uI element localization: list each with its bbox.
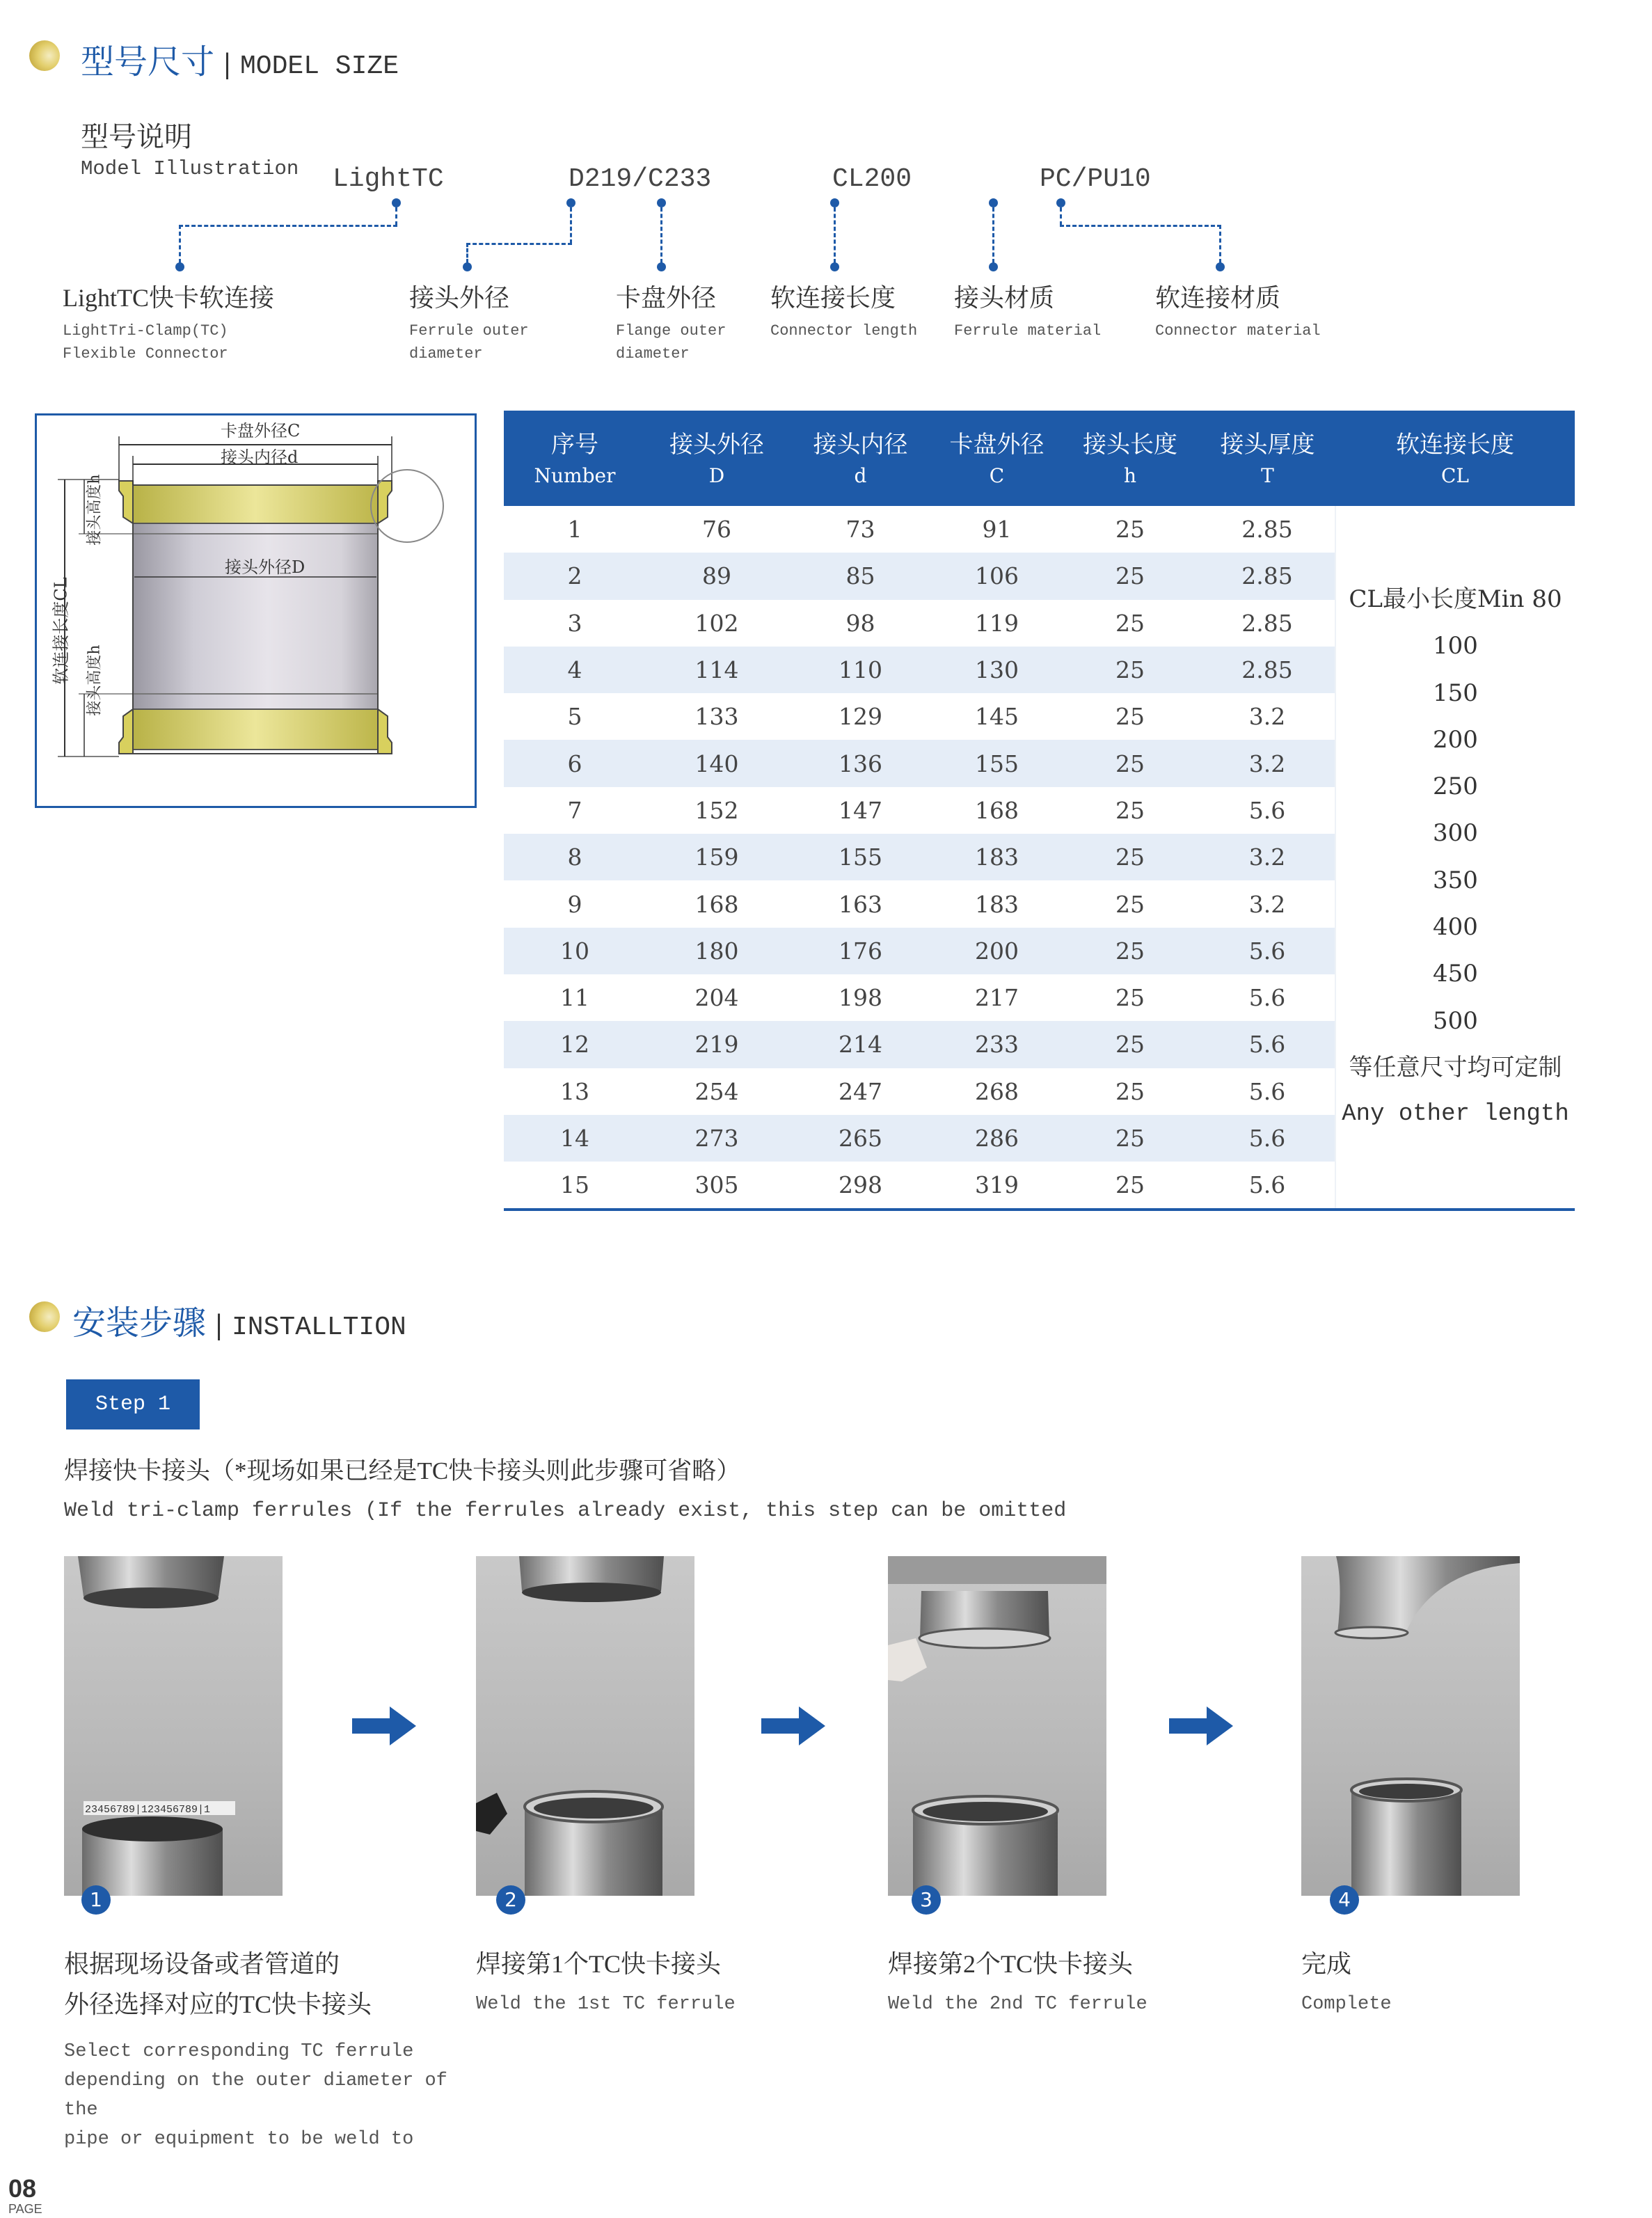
- table-cell: 204: [694, 984, 739, 1012]
- table-cell: 25: [1115, 609, 1145, 637]
- table-cell: 168: [975, 796, 1019, 824]
- table-cell: 25: [1061, 1115, 1200, 1162]
- step-desc-cn: 完成: [1301, 1950, 1352, 1978]
- caption-en: Flange outer: [616, 322, 726, 340]
- spec-table-wrapper: [504, 411, 1575, 1211]
- table-header-row: [504, 411, 1575, 506]
- table-cell: 168: [694, 890, 739, 918]
- table-cell: 214: [788, 1021, 933, 1068]
- table-cell: 176: [788, 928, 933, 974]
- header-ferrule-od: [646, 411, 788, 506]
- code-diameter: D219/C233: [569, 164, 712, 194]
- step-desc-en: pipe or equipment to be weld to: [64, 2129, 414, 2150]
- section-title-cn: 安装步骤: [72, 1304, 207, 1342]
- header-cn: 接头长度: [1083, 430, 1177, 459]
- table-cell: 200: [933, 928, 1061, 974]
- step-desc-en: Weld the 2nd TC ferrule: [888, 1994, 1147, 2015]
- step-number-badge: 4: [1330, 1885, 1359, 1915]
- step-1-badge: [66, 1379, 200, 1429]
- photo-select-ferrule: [64, 1556, 283, 1896]
- cl-values-cell: [1335, 506, 1575, 1208]
- table-cell: 198: [839, 984, 882, 1012]
- table-cell: 286: [933, 1115, 1061, 1162]
- step-desc-en: Weld the 1st TC ferrule: [476, 1994, 736, 2015]
- arrow-right-icon: [352, 1706, 416, 1745]
- table-cell: 133: [694, 703, 739, 731]
- step-number-badge: 1: [81, 1885, 111, 1915]
- table-cell: 6: [504, 740, 646, 786]
- connector-line: [395, 207, 397, 225]
- step-desc-cn: 根据现场设备或者管道的: [64, 1950, 340, 1978]
- table-cell: 76: [702, 516, 731, 544]
- connector-line: [1060, 207, 1062, 225]
- connector-dot: [463, 262, 472, 271]
- header-ferrule-thickness: [1200, 411, 1335, 506]
- table-cell: 5.6: [1248, 1171, 1286, 1199]
- table-cell: 91: [982, 516, 1012, 544]
- table-cell: 2.85: [1200, 553, 1335, 599]
- table-cell: 5.6: [1200, 1021, 1335, 1068]
- table-cell: 2: [504, 553, 646, 599]
- caption-en: Ferrule outer: [409, 322, 529, 340]
- step-desc-4: [1301, 1944, 1580, 2019]
- arrow-right-icon: [1169, 1706, 1233, 1745]
- cl-value: 350: [1433, 866, 1478, 894]
- header-en: h: [1123, 464, 1137, 487]
- caption-lighttc: [63, 278, 274, 365]
- cl-value: 100: [1433, 632, 1478, 660]
- cl-value: Any other length: [1342, 1101, 1569, 1128]
- header-en: d: [854, 464, 867, 487]
- label-ferrule-height-top: 接头高度h: [86, 474, 104, 546]
- step-badge-label: Step 1: [95, 1393, 171, 1416]
- spec-table: [504, 411, 1575, 1208]
- table-cell: 13: [560, 1077, 589, 1105]
- step-photo-4: [1301, 1556, 1520, 1896]
- table-cell: 140: [646, 740, 788, 786]
- table-cell: 25: [1115, 1077, 1145, 1105]
- table-cell: 130: [933, 647, 1061, 693]
- table-cell: 3.2: [1248, 890, 1286, 918]
- cl-value: CL最小长度Min 80: [1349, 585, 1562, 613]
- connector-line: [570, 207, 572, 244]
- table-cell: 180: [646, 928, 788, 974]
- section-title-installation: 安装步骤 | INSTALLTION: [72, 1304, 406, 1342]
- header-cn: 软连接长度: [1396, 430, 1514, 459]
- step-desc-en: depending on the outer diameter of the: [64, 2070, 447, 2121]
- caption-ferrule-od: [409, 278, 529, 365]
- header-connector-length: [1335, 411, 1575, 506]
- table-cell: 25: [1061, 740, 1200, 786]
- table-cell: 265: [788, 1115, 933, 1162]
- caption-ferrule-material: [954, 278, 1101, 342]
- connector-line: [179, 225, 181, 263]
- cl-values-list: [1336, 576, 1575, 1139]
- table-cell: 3: [567, 609, 582, 637]
- table-cell: 152: [694, 796, 739, 824]
- table-cell: 25: [1115, 984, 1145, 1012]
- section-title-cn: 型号尺寸: [81, 42, 215, 81]
- table-cell: 12: [504, 1021, 646, 1068]
- caption-cn: LightTC快卡软连接: [63, 284, 274, 312]
- cl-value: 150: [1433, 679, 1478, 707]
- section-title-en: INSTALLTION: [231, 1313, 406, 1342]
- step-desc-en: Select corresponding TC ferrule: [64, 2041, 414, 2062]
- caption-cn: 软连接长度: [770, 284, 896, 312]
- header-cn: 接头厚度: [1220, 430, 1315, 459]
- table-cell: 2.85: [1241, 609, 1293, 637]
- arrow-right-icon: [761, 1706, 825, 1745]
- header-cn: 接头内径: [813, 430, 908, 459]
- step-desc-cn: 焊接第2个TC快卡接头: [888, 1950, 1134, 1978]
- table-cell: 25: [1061, 928, 1200, 974]
- table-cell: 8: [504, 834, 646, 880]
- connector-dot: [830, 262, 839, 271]
- table-cell: 3.2: [1200, 834, 1335, 880]
- label-flange-od-c: 卡盘外径C: [221, 421, 301, 441]
- table-cell: 254: [694, 1077, 739, 1105]
- table-cell: 10: [504, 928, 646, 974]
- code-material: PC/PU10: [1040, 164, 1151, 194]
- label-ferrule-od-d: 接头外径D: [225, 557, 305, 577]
- cl-value: 200: [1433, 725, 1478, 754]
- cl-value: 等任意尺寸均可定制: [1349, 1053, 1562, 1082]
- table-cell: 2.85: [1200, 647, 1335, 693]
- table-cell: 3.2: [1248, 703, 1286, 731]
- table-cell: 155: [933, 740, 1061, 786]
- caption-en: diameter: [616, 345, 690, 363]
- table-cell: 15: [560, 1171, 589, 1199]
- table-cell: 159: [646, 834, 788, 880]
- section-bullet-icon: [29, 40, 60, 71]
- table-cell: 129: [839, 703, 882, 731]
- connector-line: [466, 243, 468, 263]
- connector-dot: [989, 198, 998, 207]
- model-heading-en: Model Illustration: [81, 157, 299, 180]
- connector-dot: [830, 198, 839, 207]
- header-en: C: [989, 464, 1005, 487]
- page-label: PAGE: [8, 2202, 42, 2216]
- caption-cn: 软连接材质: [1155, 284, 1281, 312]
- caption-cn: 接头材质: [954, 284, 1055, 312]
- table-cell: 2.85: [1241, 516, 1293, 544]
- header-ferrule-length: [1061, 411, 1200, 506]
- table-cell: 5.6: [1200, 1115, 1335, 1162]
- table-cell: 73: [845, 516, 875, 544]
- cl-value: 250: [1433, 773, 1478, 801]
- caption-en: LightTri-Clamp(TC): [63, 322, 228, 340]
- caption-cn: 卡盘外径: [616, 284, 717, 312]
- table-cell: 217: [975, 984, 1019, 1012]
- connector-line: [834, 207, 836, 263]
- table-cell: 4: [504, 647, 646, 693]
- section-title-en: MODEL SIZE: [239, 52, 399, 81]
- table-cell: 145: [975, 703, 1019, 731]
- step-1-title-en: Weld tri-clamp ferrules (If the ferrules already exist, this step can be omitted: [64, 1499, 1067, 1523]
- caption-en: diameter: [409, 345, 483, 363]
- table-cell: 110: [788, 647, 933, 693]
- cl-value: 500: [1433, 1006, 1478, 1035]
- page-number: 08: [8, 2174, 37, 2203]
- table-cell: 183: [975, 890, 1019, 918]
- ruler-text: 23456789|123456789|1: [85, 1804, 211, 1816]
- table-cell: 247: [839, 1077, 882, 1105]
- connector-dot: [657, 198, 666, 207]
- table-cell: 9: [567, 890, 582, 918]
- label-ferrule-id-d: 接头内径d: [221, 447, 299, 467]
- table-cell: 298: [839, 1171, 882, 1199]
- table-cell: 163: [839, 890, 882, 918]
- section-bullet-icon: [29, 1301, 60, 1332]
- section-title-model-size: 型号尺寸 | MODEL SIZE: [81, 42, 399, 81]
- connector-line: [179, 225, 397, 227]
- connector-dot: [657, 262, 666, 271]
- step-desc-3: [888, 1944, 1278, 2019]
- table-cell: 25: [1061, 1021, 1200, 1068]
- label-connector-length-cl: 软连接长度CL: [51, 577, 71, 685]
- cl-value: 300: [1433, 819, 1478, 848]
- caption-connector-length: [770, 278, 917, 342]
- table-cell: 1: [567, 516, 582, 544]
- table-cell: 3.2: [1200, 740, 1335, 786]
- step-desc-2: [476, 1944, 866, 2019]
- header-en: CL: [1440, 464, 1470, 487]
- header-cn: 卡盘外径: [949, 430, 1045, 459]
- connector-dot: [175, 262, 184, 271]
- caption-connector-material: [1155, 278, 1321, 342]
- step-desc-cn: 焊接第1个TC快卡接头: [476, 1950, 722, 1978]
- caption-flange-od: [616, 278, 726, 365]
- table-cell: 7: [567, 796, 582, 824]
- step-photo-3: [888, 1556, 1106, 1896]
- photo-weld-second: [888, 1556, 1106, 1896]
- table-cell: 89: [646, 553, 788, 599]
- connector-line: [660, 207, 662, 263]
- connector-dot: [566, 198, 575, 207]
- step-desc-1: [64, 1944, 454, 2154]
- header-ferrule-id: [788, 411, 933, 506]
- table-cell: 5: [567, 703, 582, 731]
- table-cell: 268: [975, 1077, 1019, 1105]
- table-cell: 305: [694, 1171, 739, 1199]
- connector-line: [1060, 225, 1221, 227]
- table-cell: 25: [1115, 516, 1145, 544]
- connector-dot: [989, 262, 998, 271]
- table-cell: 102: [694, 609, 739, 637]
- photo-complete: [1301, 1556, 1520, 1896]
- connector-line: [992, 207, 994, 263]
- table-cell: 219: [646, 1021, 788, 1068]
- table-cell: 5.6: [1200, 928, 1335, 974]
- table-cell: 155: [788, 834, 933, 880]
- label-ferrule-height-bottom: 接头高度h: [86, 644, 104, 716]
- table-cell: 114: [646, 647, 788, 693]
- connector-dot: [392, 198, 401, 207]
- table-cell: 11: [560, 984, 589, 1012]
- table-cell: 25: [1061, 834, 1200, 880]
- header-en: Number: [534, 464, 616, 487]
- photo-weld-first: [476, 1556, 694, 1896]
- step-desc-cn: 外径选择对应的TC快卡接头: [64, 1990, 372, 2018]
- step-number-badge: 3: [912, 1885, 941, 1915]
- table-cell: 5.6: [1248, 984, 1286, 1012]
- step-photo-1: [64, 1556, 283, 1896]
- caption-cn: 接头外径: [409, 284, 510, 312]
- table-cell: 119: [975, 609, 1019, 637]
- table-bottom-rule: [504, 1208, 1575, 1211]
- header-flange-od: [933, 411, 1061, 506]
- header-number: [504, 411, 646, 506]
- code-lighttc: LightTC: [333, 164, 444, 194]
- connector-line: [466, 243, 572, 245]
- table-cell: 106: [933, 553, 1061, 599]
- connector-dot: [1056, 198, 1065, 207]
- table-cell: 25: [1115, 703, 1145, 731]
- table-cell: 85: [788, 553, 933, 599]
- step-1-title-cn: 焊接快卡接头（*现场如果已经是TC快卡接头则此步骤可省略）: [64, 1457, 741, 1484]
- connector-line: [1219, 225, 1221, 263]
- table-cell: 5.6: [1248, 1077, 1286, 1105]
- table-cell: 183: [933, 834, 1061, 880]
- table-cell: 25: [1115, 890, 1145, 918]
- table-cell: 273: [646, 1115, 788, 1162]
- header-en: D: [708, 464, 725, 487]
- cl-value: 400: [1433, 913, 1478, 942]
- header-cn: 序号: [551, 430, 598, 459]
- table-cell: 25: [1061, 553, 1200, 599]
- table-cell: 25: [1061, 647, 1200, 693]
- table-row: [504, 506, 1575, 553]
- cl-value: 450: [1433, 960, 1478, 988]
- code-length: CL200: [832, 164, 912, 194]
- caption-en: Flexible Connector: [63, 345, 228, 363]
- table-cell: 25: [1115, 796, 1145, 824]
- header-en: T: [1261, 464, 1274, 487]
- step-desc-en: Complete: [1301, 1994, 1392, 2015]
- table-cell: 98: [845, 609, 875, 637]
- table-cell: 25: [1115, 1171, 1145, 1199]
- model-heading-cn: 型号说明: [81, 121, 192, 153]
- table-cell: 136: [788, 740, 933, 786]
- caption-en: Ferrule material: [954, 322, 1102, 340]
- table-cell: 233: [933, 1021, 1061, 1068]
- step-photo-2: [476, 1556, 694, 1896]
- caption-en: Connector length: [770, 322, 918, 340]
- table-cell: 147: [839, 796, 882, 824]
- connector-dot: [1216, 262, 1225, 271]
- table-cell: 5.6: [1248, 796, 1286, 824]
- header-cn: 接头外径: [669, 430, 764, 459]
- caption-en: Connector material: [1155, 322, 1321, 340]
- table-cell: 319: [975, 1171, 1019, 1199]
- step-number-badge: 2: [496, 1885, 525, 1915]
- connector-diagram: [35, 413, 477, 808]
- table-cell: 14: [504, 1115, 646, 1162]
